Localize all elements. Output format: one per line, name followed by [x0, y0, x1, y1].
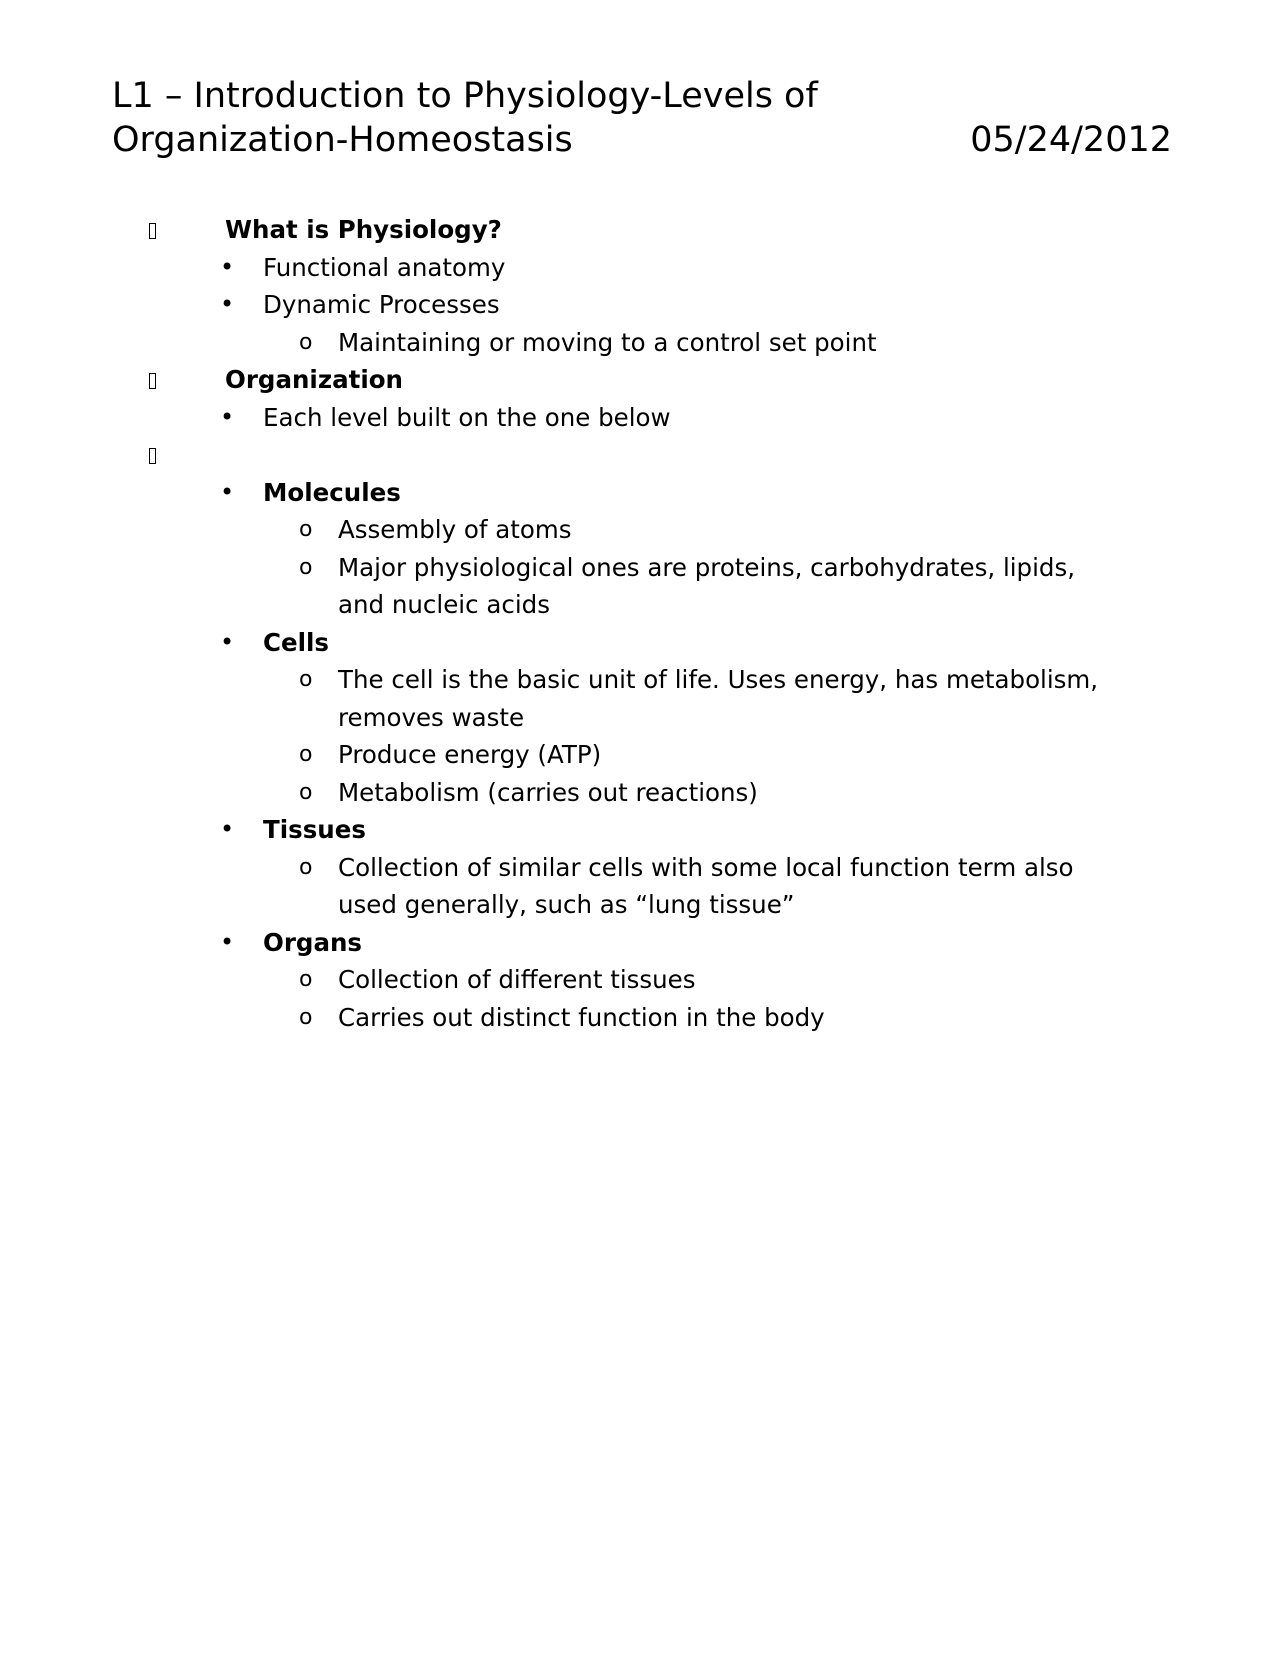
outline [0, 211, 1280, 1036]
bullet-icon: • [220, 290, 235, 318]
sub-list-item [0, 736, 1280, 774]
outline-section-heading [0, 211, 1280, 249]
title-line-1: L1 – Introduction to Physiology-Levels of [112, 76, 818, 116]
bullet-icon: • [220, 402, 235, 431]
sub-list-item-text: Major physiological ones are proteins, carbohydrates, lipids, and nucleic acids [338, 552, 1076, 619]
list-item [0, 811, 1280, 849]
empty-outline-row [0, 436, 1280, 474]
list-item [0, 399, 1280, 437]
sub-list-item [0, 511, 1280, 549]
list-item [0, 286, 1280, 324]
outline-section-heading [0, 361, 1280, 399]
list-item [0, 249, 1280, 287]
list-item [0, 624, 1280, 662]
sub-list-item-text: Collection of different tissues [338, 965, 696, 994]
sub-list-item [0, 661, 1280, 736]
bullet-icon: • [220, 927, 235, 956]
section-heading-organization: Organization [225, 365, 403, 394]
sub-list-item [0, 774, 1280, 812]
circle-bullet-icon: o [299, 779, 313, 805]
sub-list-item [0, 849, 1280, 924]
bullet-icon: • [220, 815, 235, 843]
circle-bullet-icon: o [299, 967, 313, 992]
bullet-icon: • [220, 627, 235, 656]
square-bullet-icon [149, 436, 157, 474]
title-line-2: Organization-Homeostasis [112, 120, 573, 160]
circle-bullet-icon: o [299, 667, 313, 692]
sub-list-item-text: Metabolism (carries out reactions) [338, 777, 758, 807]
list-item-text: Each level built on the one below [263, 402, 671, 432]
circle-bullet-icon: o [299, 854, 313, 880]
circle-bullet-icon: o [299, 554, 313, 580]
sub-list-item [0, 961, 1280, 999]
sub-list-item [0, 999, 1280, 1037]
circle-bullet-icon: o [299, 329, 313, 355]
list-item-text: Dynamic Processes [263, 290, 500, 319]
sub-list-item-text: Maintaining or moving to a control set point [338, 327, 877, 357]
lecture-date: 05/24/2012 [970, 120, 1172, 160]
list-item [0, 924, 1280, 962]
list-item-text: Functional anatomy [263, 252, 506, 282]
bullet-icon: • [220, 252, 235, 281]
section-heading-what-is-physiology: What is Physiology? [225, 215, 502, 244]
sub-list-item-text: Produce energy (ATP) [338, 740, 602, 769]
level-label-organs: Organs [263, 927, 363, 957]
document-header [112, 74, 1172, 162]
level-label-molecules: Molecules [263, 477, 401, 507]
sub-list-item-text: Assembly of atoms [338, 515, 572, 544]
sub-list-item [0, 324, 1280, 362]
square-bullet-icon [149, 361, 157, 399]
sub-list-item [0, 549, 1280, 624]
circle-bullet-icon: o [299, 1004, 313, 1030]
sub-list-item-text: Carries out distinct function in the body [338, 1002, 825, 1032]
bullet-icon: • [220, 477, 235, 506]
list-item [0, 474, 1280, 512]
level-label-cells: Cells [263, 627, 329, 657]
circle-bullet-icon: o [299, 517, 313, 542]
circle-bullet-icon: o [299, 742, 313, 767]
level-label-tissues: Tissues [263, 815, 366, 844]
square-bullet-icon [149, 211, 157, 249]
sub-list-item-text: The cell is the basic unit of life. Uses energy, has metabolism, removes waste [338, 665, 1099, 732]
sub-list-item-text: Collection of similar cells with some local function term also used generally, such as “lung tissue” [338, 852, 1074, 919]
